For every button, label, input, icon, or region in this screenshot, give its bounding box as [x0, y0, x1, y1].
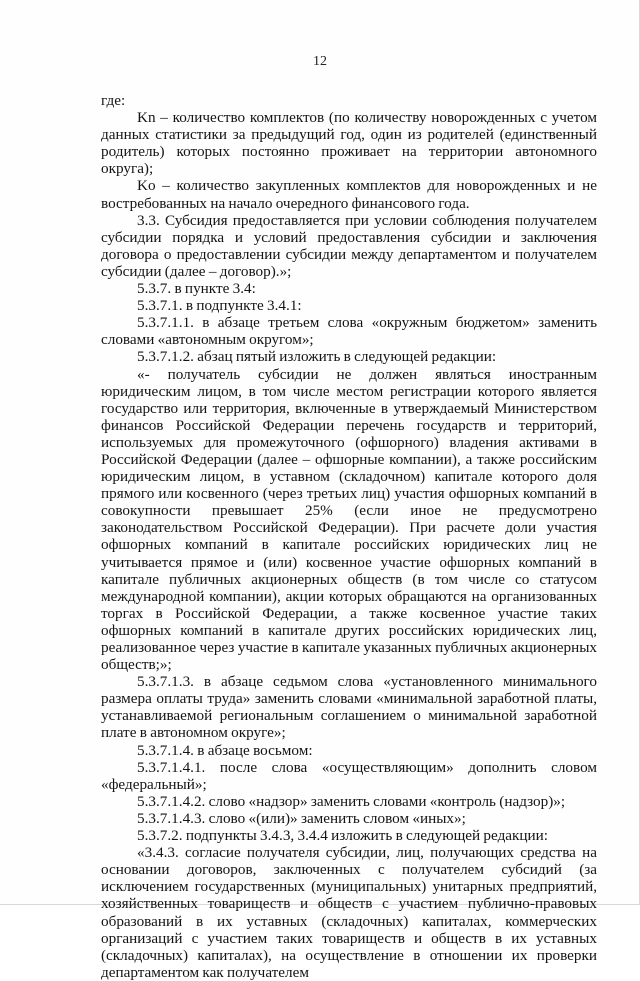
paragraph-5-3-7-1-3: 5.3.7.1.3. в абзаце седьмом слова «установленного минимального размера оплаты труда» заменить словами «минимальной заработной платы, устанавливаемой региональным соглашением о минимальной заработной плате в автономном округе»;: [101, 673, 597, 742]
paragraph-5-3-7-2: 5.3.7.2. подпункты 3.4.3, 3.4.4 изложить в следующей редакции:: [137, 827, 549, 845]
paragraph-where: где:: [101, 92, 126, 109]
document-body: [101, 92, 597, 981]
paragraph-5-3-7-1-2: 5.3.7.1.2. абзац пятый изложить в следующей редакции:: [137, 348, 497, 366]
paragraph-5-3-7: 5.3.7. в пункте 3.4:: [137, 280, 256, 298]
paragraph-5-3-7-1: 5.3.7.1. в подпункте 3.4.1:: [137, 297, 302, 315]
paragraph-5-3-7-1-1: 5.3.7.1.1. в абзаце третьем слова «окружным бюджетом» заменить словами «автономным округом»;: [101, 314, 597, 349]
paragraph-5-3-7-1-4-3: 5.3.7.1.4.3. слово «(или)» заменить словом «иных»;: [137, 809, 466, 827]
page-number: 12: [313, 54, 327, 69]
paragraph-5-3-7-1-4-1: 5.3.7.1.4.1. после слова «осуществляющим» дополнить словом «федеральный»;: [101, 758, 597, 793]
paragraph-kn-definition: Kn – количество комплектов (по количеству новорожденных с учетом данных статистики за предыдущий год, один из родителей (единственный родитель) которых постоянно проживает на территории автономного округа);: [101, 109, 597, 178]
paragraph-ko-definition: Ko – количество закупленных комплектов для новорожденных и не востребованных на начало очередного финансового года.: [101, 177, 597, 212]
paragraph-clause-3-4-3: «3.4.3. согласие получателя субсидии, лиц, получающих средства на основании договоров, заключенных с получателем субсидий (за исключением государственных (муниципальных) унитарных предприятий, хозяйственных товариществ и обществ с участием публично-правовых образований в их уставных (складочных) капиталах, коммерческих организаций с участием таких товариществ и обществ в их уставных (складочных) капиталах), на осуществление в отношении их проверки департаментом как получателем: [101, 844, 597, 981]
paragraph-clause-3-3: 3.3. Субсидия предоставляется при условии соблюдения получателем субсидии порядка и условий предоставления субсидии и заключения договора о предоставлении субсидии между департаментом и получателем субсидии (далее – договор).»;: [101, 211, 597, 280]
paragraph-offshore-clause: «- получатель субсидии не должен являться иностранным юридическим лицом, в том числе местом регистрации которого является государство или территория, включенные в утверждаемый Министерством финансов Российской Федерации перечень государств и территорий, используемых для промежуточного (офшорного) владения активами в Российской Федерации (далее – офшорные компании), а также российским юридическим лицом, в уставном (складочном) капитале которого доля прямого или косвенного (через третьих лиц) участия офшорных компаний в совокупности превышает 25% (если иное не предусмотрено законодательством Российской Федерации). При расчете доли участия офшорных компаний в капитале российских юридических лиц не учитывается прямое и (или) косвенное участие офшорных компаний в капитале публичных акционерных обществ (в том числе со статусом международной компании), акции которых обращаются на организованных торгах в Российской Федерации, а также косвенное участие таких офшорных компаний в капитале других российских юридических лиц, реализованное через участие в капитале указанных публичных акционерных обществ;»;: [101, 365, 597, 674]
paragraph-5-3-7-1-4-2: 5.3.7.1.4.2. слово «надзор» заменить словами «контроль (надзор)»;: [137, 792, 566, 810]
paragraph-5-3-7-1-4: 5.3.7.1.4. в абзаце восьмом:: [137, 741, 313, 759]
